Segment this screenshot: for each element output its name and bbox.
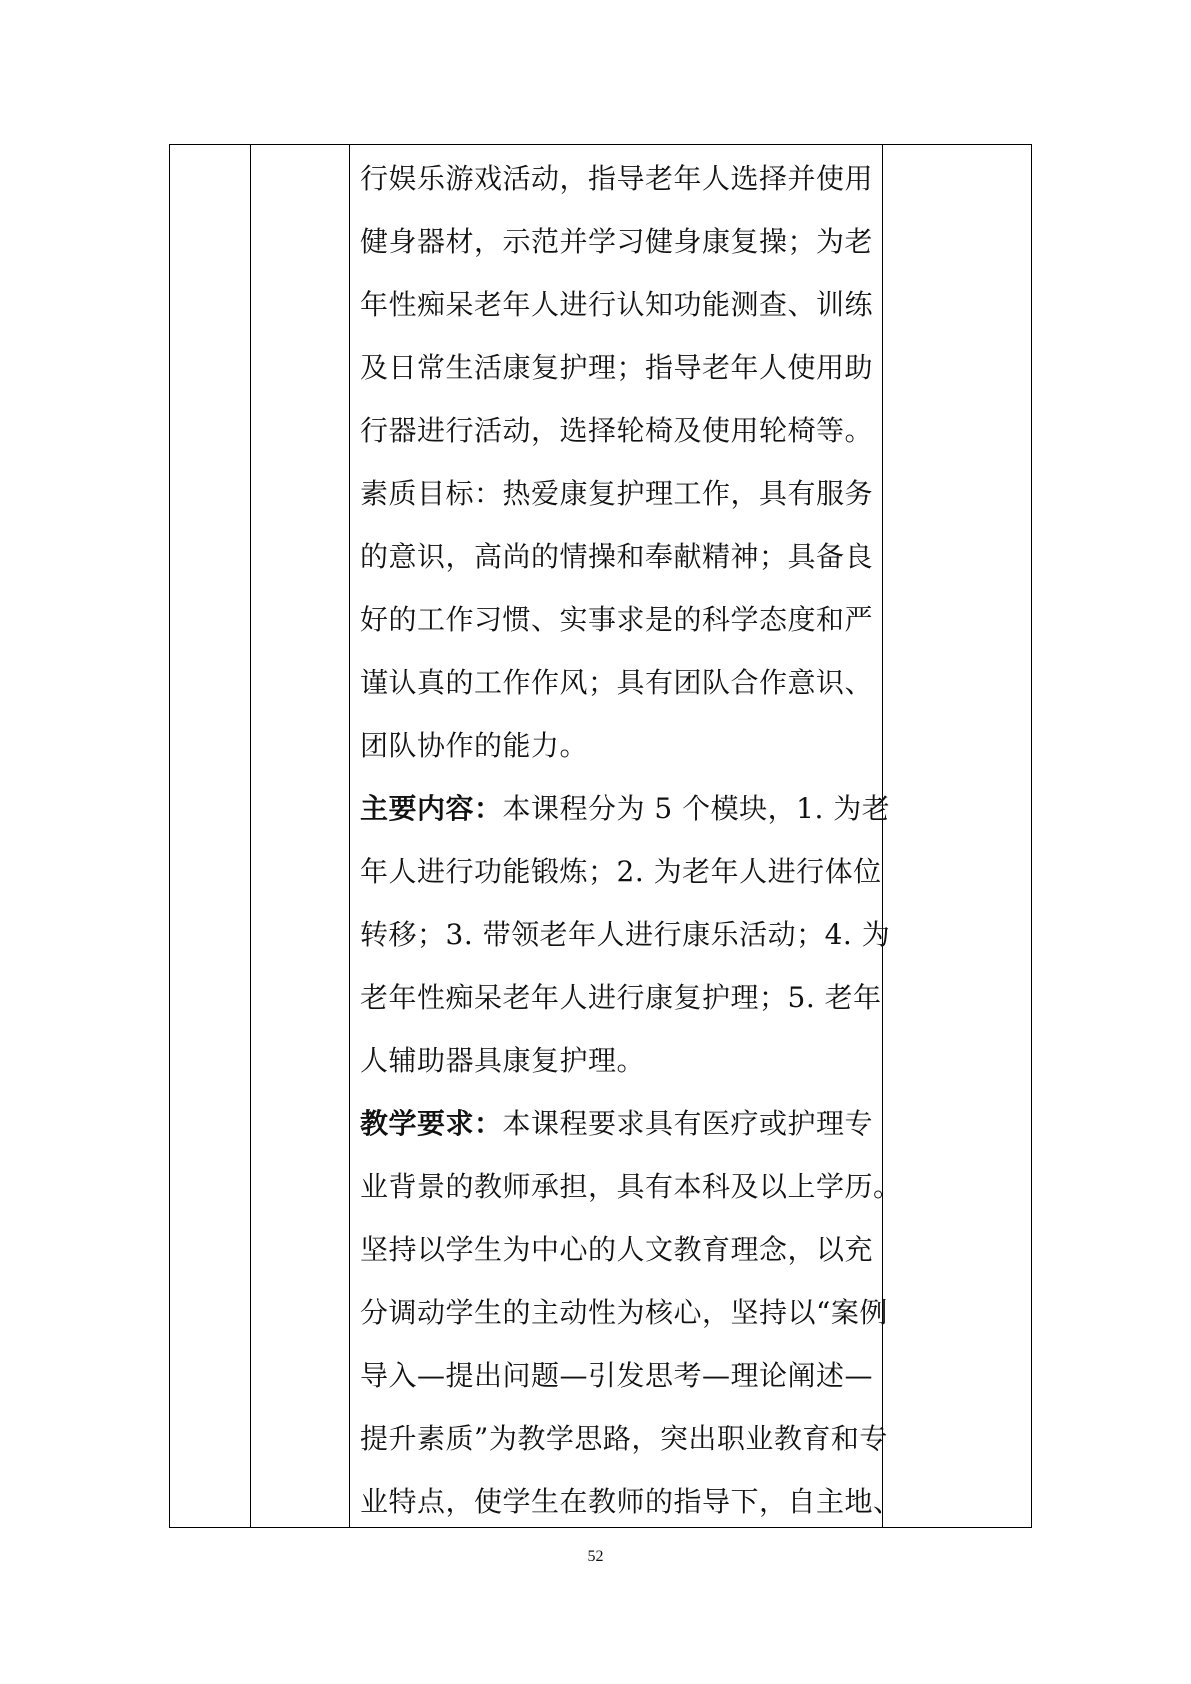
column-divider-2 (349, 145, 350, 1527)
text-line: 年人进行功能锻炼；2. 为老年人进行体位 (360, 855, 882, 888)
text-line: 人辅助器具康复护理。 (360, 1044, 646, 1077)
column-divider-1 (250, 145, 251, 1527)
text-line: 行娱乐游戏活动，指导老年人选择并使用 (360, 162, 874, 195)
text-line: 教学要求：本课程要求具有医疗或护理专 (360, 1107, 874, 1140)
text-line: 提升素质”为教学思路，突出职业教育和专 (360, 1422, 888, 1455)
text-line: 主要内容：本课程分为 5 个模块，1. 为老 (360, 792, 891, 825)
text-line: 年性痴呆老年人进行认知功能测查、训练 (360, 288, 874, 321)
text-line: 素质目标：热爱康复护理工作，具有服务 (360, 477, 874, 510)
text-line: 转移；3. 带领老年人进行康乐活动；4. 为 (360, 918, 891, 951)
text-line: 行器进行活动，选择轮椅及使用轮椅等。 (360, 414, 874, 447)
text-line: 业特点，使学生在教师的指导下，自主地、 (360, 1485, 902, 1518)
text-line: 老年性痴呆老年人进行康复护理；5. 老年 (360, 981, 882, 1014)
text-line: 业背景的教师承担，具有本科及以上学历。 (360, 1170, 902, 1203)
text-line: 导入—提出问题—引发思考—理论阐述— (360, 1359, 874, 1392)
main-content-label: 主要内容： (360, 792, 503, 825)
text-line: 分调动学生的主动性为核心，坚持以“案例 (360, 1296, 888, 1329)
text-line: 团队协作的能力。 (360, 729, 589, 762)
course-table (169, 144, 1032, 1528)
text-line: 谨认真的工作作风；具有团队合作意识、 (360, 666, 874, 699)
course-description-cell (360, 145, 902, 1533)
text-line: 的意识，高尚的情操和奉献精神；具备良 (360, 540, 874, 573)
text-line: 坚持以学生为中心的人文教育理念，以充 (360, 1233, 874, 1266)
text-line: 好的工作习惯、实事求是的科学态度和严 (360, 603, 874, 636)
text-line: 及日常生活康复护理；指导老年人使用助 (360, 351, 874, 384)
teaching-requirements-label: 教学要求： (360, 1107, 503, 1140)
text-line: 健身器材，示范并学习健身康复操；为老 (360, 225, 874, 258)
page-number: 52 (587, 1548, 604, 1565)
